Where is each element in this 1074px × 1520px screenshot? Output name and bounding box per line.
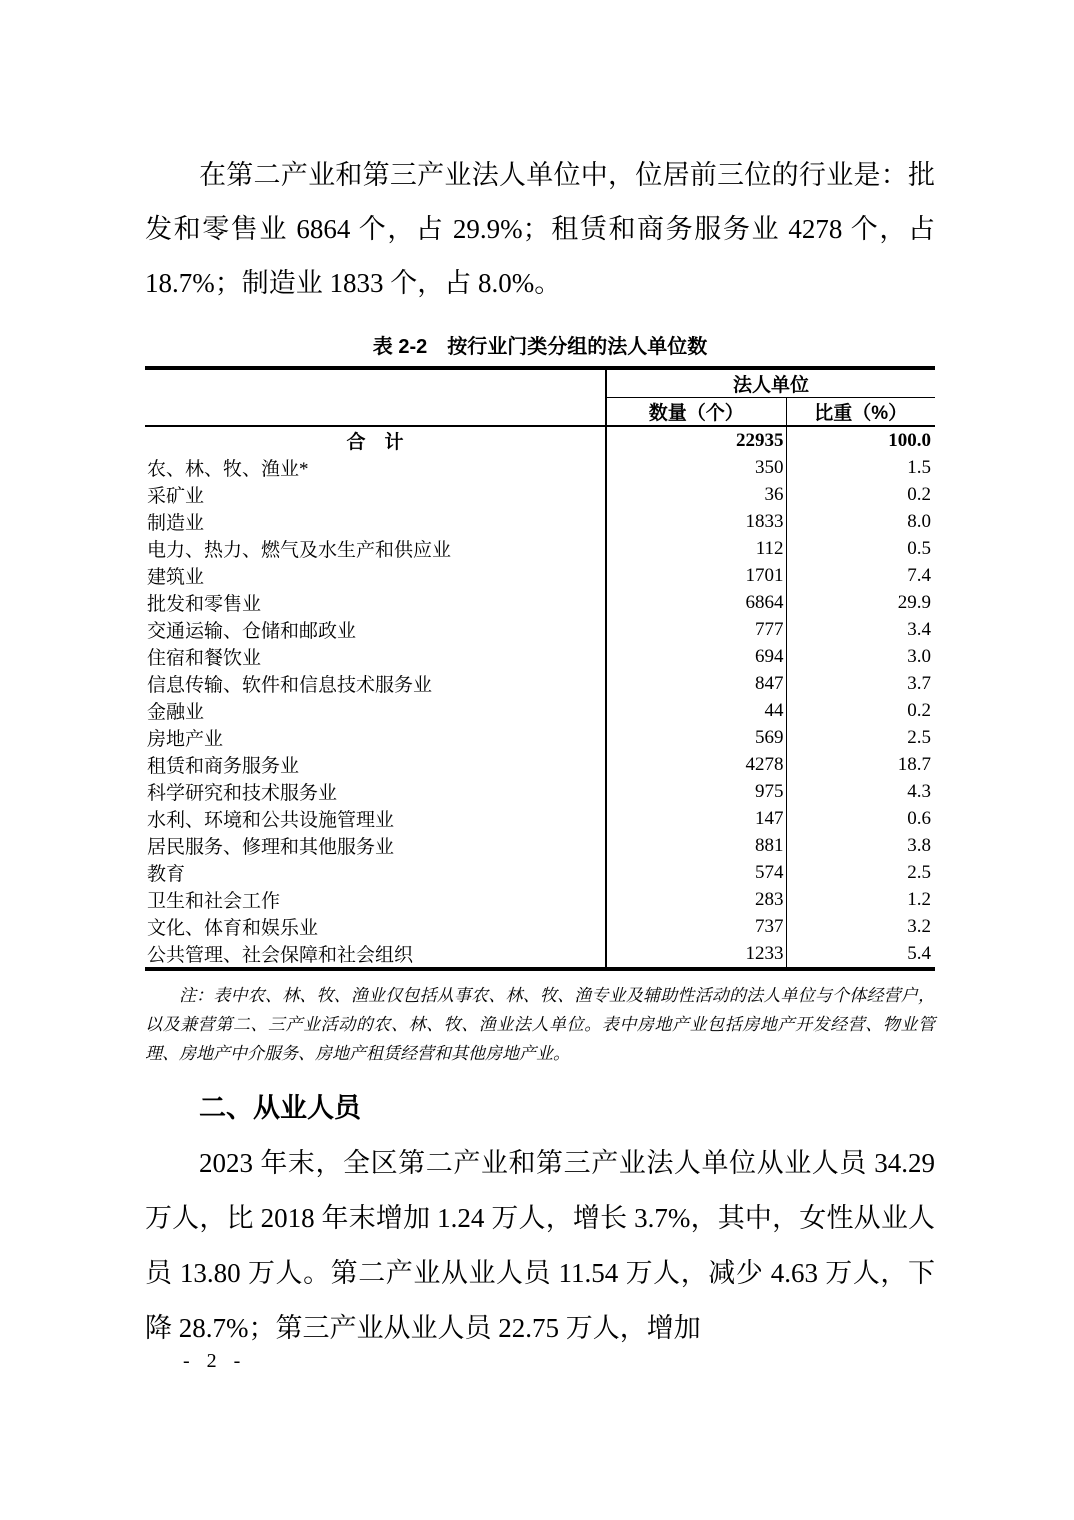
table-row [145, 589, 935, 616]
table-row [145, 616, 935, 643]
count-cell: 569 [606, 724, 786, 751]
industry-name-cell: 科学研究和技术服务业 [147, 783, 338, 804]
share-cell: 7.4 [786, 562, 935, 589]
industry-name-cell: 文化、体育和娱乐业 [147, 918, 319, 939]
total-count: 22935 [606, 426, 786, 454]
share-cell: 1.2 [786, 886, 935, 913]
share-cell: 3.4 [786, 616, 935, 643]
industry-name-cell: 房地产业 [147, 729, 224, 750]
industry-name-cell: 教育 [147, 864, 186, 885]
count-cell: 4278 [606, 751, 786, 778]
share-cell: 8.0 [786, 508, 935, 535]
share-cell: 29.9 [786, 589, 935, 616]
industry-name-cell: 建筑业 [147, 567, 205, 588]
count-cell: 44 [606, 697, 786, 724]
industry-name-cell: 交通运输、仓储和邮政业 [147, 621, 357, 642]
employment-paragraph: 2023 年末，全区第二产业和第三产业法人单位从业人员 34.29 万人，比 2018 年末增加 1.24 万人，增长 3.7%，其中，女性从业人员 13.80 万人。第二产业从业人员 11.54 万人，减少 4.63 万人，下降 28.7%；第三产业从业人员 22.75 万人，增加 [145, 1148, 935, 1343]
share-cell: 1.5 [786, 454, 935, 481]
share-cell: 0.5 [786, 535, 935, 562]
share-cell: 18.7 [786, 751, 935, 778]
share-cell: 3.0 [786, 643, 935, 670]
table-row [145, 724, 935, 751]
count-cell: 1233 [606, 940, 786, 969]
total-label: 合 计 [346, 432, 404, 453]
table-row [145, 859, 935, 886]
count-cell: 694 [606, 643, 786, 670]
page-number: - 2 - [183, 1350, 247, 1372]
industry-name-cell: 电力、热力、燃气及水生产和供应业 [147, 540, 452, 561]
industry-name-cell: 农、林、牧、渔业* [147, 459, 309, 480]
share-cell: 0.2 [786, 697, 935, 724]
legal-entities-by-industry-table [145, 366, 935, 971]
count-cell: 847 [606, 670, 786, 697]
count-cell: 147 [606, 805, 786, 832]
count-cell: 737 [606, 913, 786, 940]
industry-name-cell: 水利、环境和公共设施管理业 [147, 810, 395, 831]
industry-name-cell: 金融业 [147, 702, 205, 723]
intro-paragraph: 在第二产业和第三产业法人单位中，位居前三位的行业是：批发和零售业 6864 个，占 29.9%；租赁和商务服务业 4278 个，占 18.7%；制造业 1833 个，占 8.0%。 [145, 160, 935, 298]
table-row [145, 751, 935, 778]
table-row [145, 643, 935, 670]
count-cell: 36 [606, 481, 786, 508]
table-row [145, 454, 935, 481]
table-row [145, 697, 935, 724]
count-cell: 574 [606, 859, 786, 886]
count-cell: 975 [606, 778, 786, 805]
table-row [145, 535, 935, 562]
industry-name-cell: 居民服务、修理和其他服务业 [147, 837, 395, 858]
share-cell: 4.3 [786, 778, 935, 805]
total-share: 100.0 [786, 426, 935, 454]
share-cell: 3.8 [786, 832, 935, 859]
industry-name-cell: 租赁和商务服务业 [147, 756, 300, 777]
share-cell: 0.6 [786, 805, 935, 832]
share-cell: 0.2 [786, 481, 935, 508]
table-row [145, 778, 935, 805]
table-row [145, 805, 935, 832]
count-cell: 283 [606, 886, 786, 913]
count-cell: 777 [606, 616, 786, 643]
share-cell: 5.4 [786, 940, 935, 969]
table-row [145, 508, 935, 535]
table-note: 注：表中农、林、牧、渔业仅包括从事农、林、牧、渔专业及辅助性活动的法人单位与个体经营户，以及兼营第二、三产业活动的农、林、牧、渔业法人单位。表中房地产业包括房地产开发经营、物业管理、房地产中介服务、房地产租赁经营和其他房地产业。 [145, 986, 935, 1063]
table-row [145, 940, 935, 969]
table-title: 表 2-2 按行业门类分组的法人单位数 [372, 336, 708, 358]
count-cell: 350 [606, 454, 786, 481]
table-row [145, 913, 935, 940]
industry-name-cell: 批发和零售业 [147, 594, 262, 615]
share-cell: 3.7 [786, 670, 935, 697]
count-cell: 6864 [606, 589, 786, 616]
count-column-header: 数量（个） [606, 398, 786, 427]
count-cell: 1701 [606, 562, 786, 589]
table-row [145, 481, 935, 508]
table-row [145, 562, 935, 589]
share-cell: 2.5 [786, 859, 935, 886]
count-cell: 1833 [606, 508, 786, 535]
industry-name-cell: 卫生和社会工作 [147, 891, 281, 912]
count-cell: 112 [606, 535, 786, 562]
table-group-header-row [145, 368, 935, 398]
share-column-header: 比重（%） [786, 398, 935, 427]
share-cell: 2.5 [786, 724, 935, 751]
table-total-row [145, 426, 935, 454]
industry-column-header [145, 368, 606, 426]
table-row [145, 670, 935, 697]
industry-name-cell: 制造业 [147, 513, 205, 534]
table-row [145, 832, 935, 859]
industry-name-cell: 住宿和餐饮业 [147, 648, 262, 669]
group-header: 法人单位 [606, 368, 935, 398]
count-cell: 881 [606, 832, 786, 859]
industry-name-cell: 公共管理、社会保障和社会组织 [147, 945, 414, 966]
section-heading-employment: 二、从业人员 [199, 1093, 361, 1123]
industry-name-cell: 信息传输、软件和信息技术服务业 [147, 675, 433, 696]
table-row [145, 886, 935, 913]
share-cell: 3.2 [786, 913, 935, 940]
industry-name-cell: 采矿业 [147, 486, 205, 507]
